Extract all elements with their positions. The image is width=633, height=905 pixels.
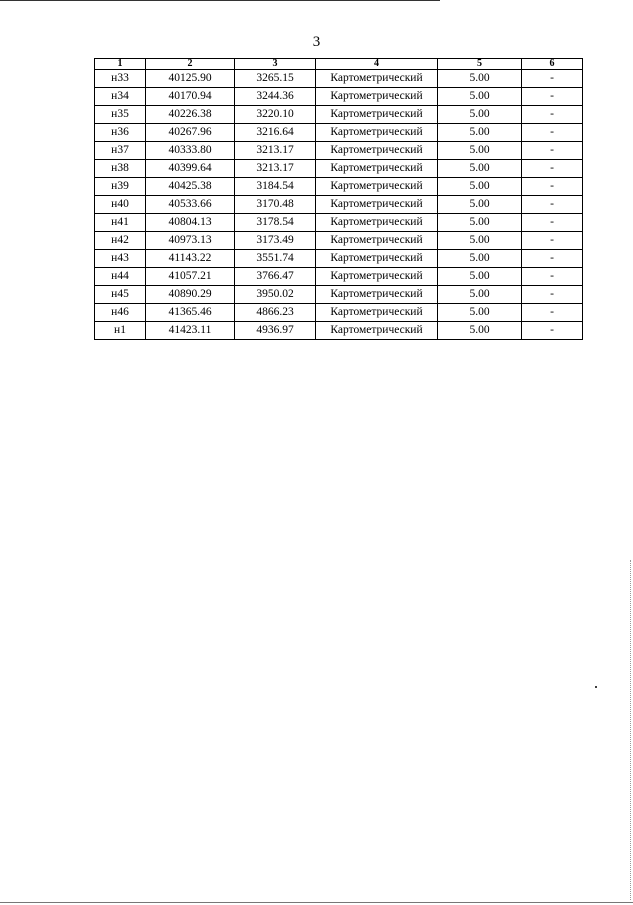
table-row — [95, 106, 583, 124]
description: - — [522, 106, 583, 124]
method: Картометрический — [316, 214, 438, 232]
coord-x: 41057.21 — [146, 268, 235, 286]
coord-x: 40226.38 — [146, 106, 235, 124]
method: Картометрический — [316, 196, 438, 214]
coord-x: 40267.96 — [146, 124, 235, 142]
point-id: н41 — [95, 214, 146, 232]
table-row — [95, 124, 583, 142]
table-row — [95, 268, 583, 286]
accuracy: 5.00 — [438, 70, 522, 88]
table-row — [95, 160, 583, 178]
page-number: 3 — [312, 34, 321, 50]
column-header-4: 4 — [316, 59, 438, 70]
description: - — [522, 232, 583, 250]
point-id: н40 — [95, 196, 146, 214]
method: Картометрический — [316, 268, 438, 286]
point-id: н1 — [95, 322, 146, 340]
table-row — [95, 70, 583, 88]
description: - — [522, 70, 583, 88]
accuracy: 5.00 — [438, 124, 522, 142]
coord-y: 3766.47 — [235, 268, 316, 286]
coord-y: 3178.54 — [235, 214, 316, 232]
coord-x: 40125.90 — [146, 70, 235, 88]
method: Картометрический — [316, 124, 438, 142]
coord-y: 3213.17 — [235, 160, 316, 178]
method: Картометрический — [316, 178, 438, 196]
coord-y: 3244.36 — [235, 88, 316, 106]
method: Картометрический — [316, 286, 438, 304]
accuracy: 5.00 — [438, 196, 522, 214]
coordinates-table — [94, 58, 583, 340]
coord-x: 40533.66 — [146, 196, 235, 214]
column-header-6: 6 — [522, 59, 583, 70]
accuracy: 5.00 — [438, 268, 522, 286]
table-row — [95, 178, 583, 196]
table-row — [95, 196, 583, 214]
table-row — [95, 142, 583, 160]
accuracy: 5.00 — [438, 142, 522, 160]
point-id: н33 — [95, 70, 146, 88]
coord-y: 3265.15 — [235, 70, 316, 88]
coord-y: 3173.49 — [235, 232, 316, 250]
point-id: н37 — [95, 142, 146, 160]
scan-speck — [595, 686, 597, 688]
table-row — [95, 322, 583, 340]
coord-x: 40890.29 — [146, 286, 235, 304]
accuracy: 5.00 — [438, 88, 522, 106]
accuracy: 5.00 — [438, 160, 522, 178]
column-header-5: 5 — [438, 59, 522, 70]
coord-y: 3551.74 — [235, 250, 316, 268]
point-id: н38 — [95, 160, 146, 178]
description: - — [522, 88, 583, 106]
point-id: н39 — [95, 178, 146, 196]
table-row — [95, 286, 583, 304]
description: - — [522, 322, 583, 340]
description: - — [522, 250, 583, 268]
point-id: н44 — [95, 268, 146, 286]
coord-x: 40170.94 — [146, 88, 235, 106]
coord-y: 3184.54 — [235, 178, 316, 196]
description: - — [522, 160, 583, 178]
description: - — [522, 268, 583, 286]
table-row — [95, 250, 583, 268]
bottom-page-rule — [0, 902, 633, 903]
coord-y: 3220.10 — [235, 106, 316, 124]
coord-x: 40804.13 — [146, 214, 235, 232]
accuracy: 5.00 — [438, 106, 522, 124]
coord-y: 3170.48 — [235, 196, 316, 214]
accuracy: 5.00 — [438, 322, 522, 340]
point-id: н43 — [95, 250, 146, 268]
method: Картометрический — [316, 160, 438, 178]
point-id: н42 — [95, 232, 146, 250]
method: Картометрический — [316, 232, 438, 250]
point-id: н34 — [95, 88, 146, 106]
method: Картометрический — [316, 142, 438, 160]
table-row — [95, 214, 583, 232]
coord-x: 41143.22 — [146, 250, 235, 268]
description: - — [522, 214, 583, 232]
table-row — [95, 304, 583, 322]
coord-y: 3950.02 — [235, 286, 316, 304]
description: - — [522, 304, 583, 322]
coord-x: 40973.13 — [146, 232, 235, 250]
table-row — [95, 232, 583, 250]
scan-edge-line — [630, 560, 631, 900]
description: - — [522, 142, 583, 160]
coord-y: 3216.64 — [235, 124, 316, 142]
accuracy: 5.00 — [438, 304, 522, 322]
coord-x: 40333.80 — [146, 142, 235, 160]
method: Картометрический — [316, 88, 438, 106]
method: Картометрический — [316, 106, 438, 124]
method: Картометрический — [316, 70, 438, 88]
top-page-rule — [0, 0, 440, 1]
method: Картометрический — [316, 304, 438, 322]
description: - — [522, 178, 583, 196]
accuracy: 5.00 — [438, 286, 522, 304]
point-id: н45 — [95, 286, 146, 304]
point-id: н36 — [95, 124, 146, 142]
coord-x: 40425.38 — [146, 178, 235, 196]
description: - — [522, 286, 583, 304]
coord-x: 40399.64 — [146, 160, 235, 178]
column-header-1: 1 — [95, 59, 146, 70]
coord-x: 41423.11 — [146, 322, 235, 340]
coord-x: 41365.46 — [146, 304, 235, 322]
column-header-3: 3 — [235, 59, 316, 70]
coord-y: 4936.97 — [235, 322, 316, 340]
method: Картометрический — [316, 250, 438, 268]
table-row — [95, 88, 583, 106]
description: - — [522, 124, 583, 142]
point-id: н46 — [95, 304, 146, 322]
accuracy: 5.00 — [438, 178, 522, 196]
accuracy: 5.00 — [438, 232, 522, 250]
table-header-row — [95, 59, 583, 70]
description: - — [522, 196, 583, 214]
accuracy: 5.00 — [438, 250, 522, 268]
table-body — [95, 70, 583, 340]
coord-y: 3213.17 — [235, 142, 316, 160]
method: Картометрический — [316, 322, 438, 340]
coord-y: 4866.23 — [235, 304, 316, 322]
column-header-2: 2 — [146, 59, 235, 70]
point-id: н35 — [95, 106, 146, 124]
accuracy: 5.00 — [438, 214, 522, 232]
